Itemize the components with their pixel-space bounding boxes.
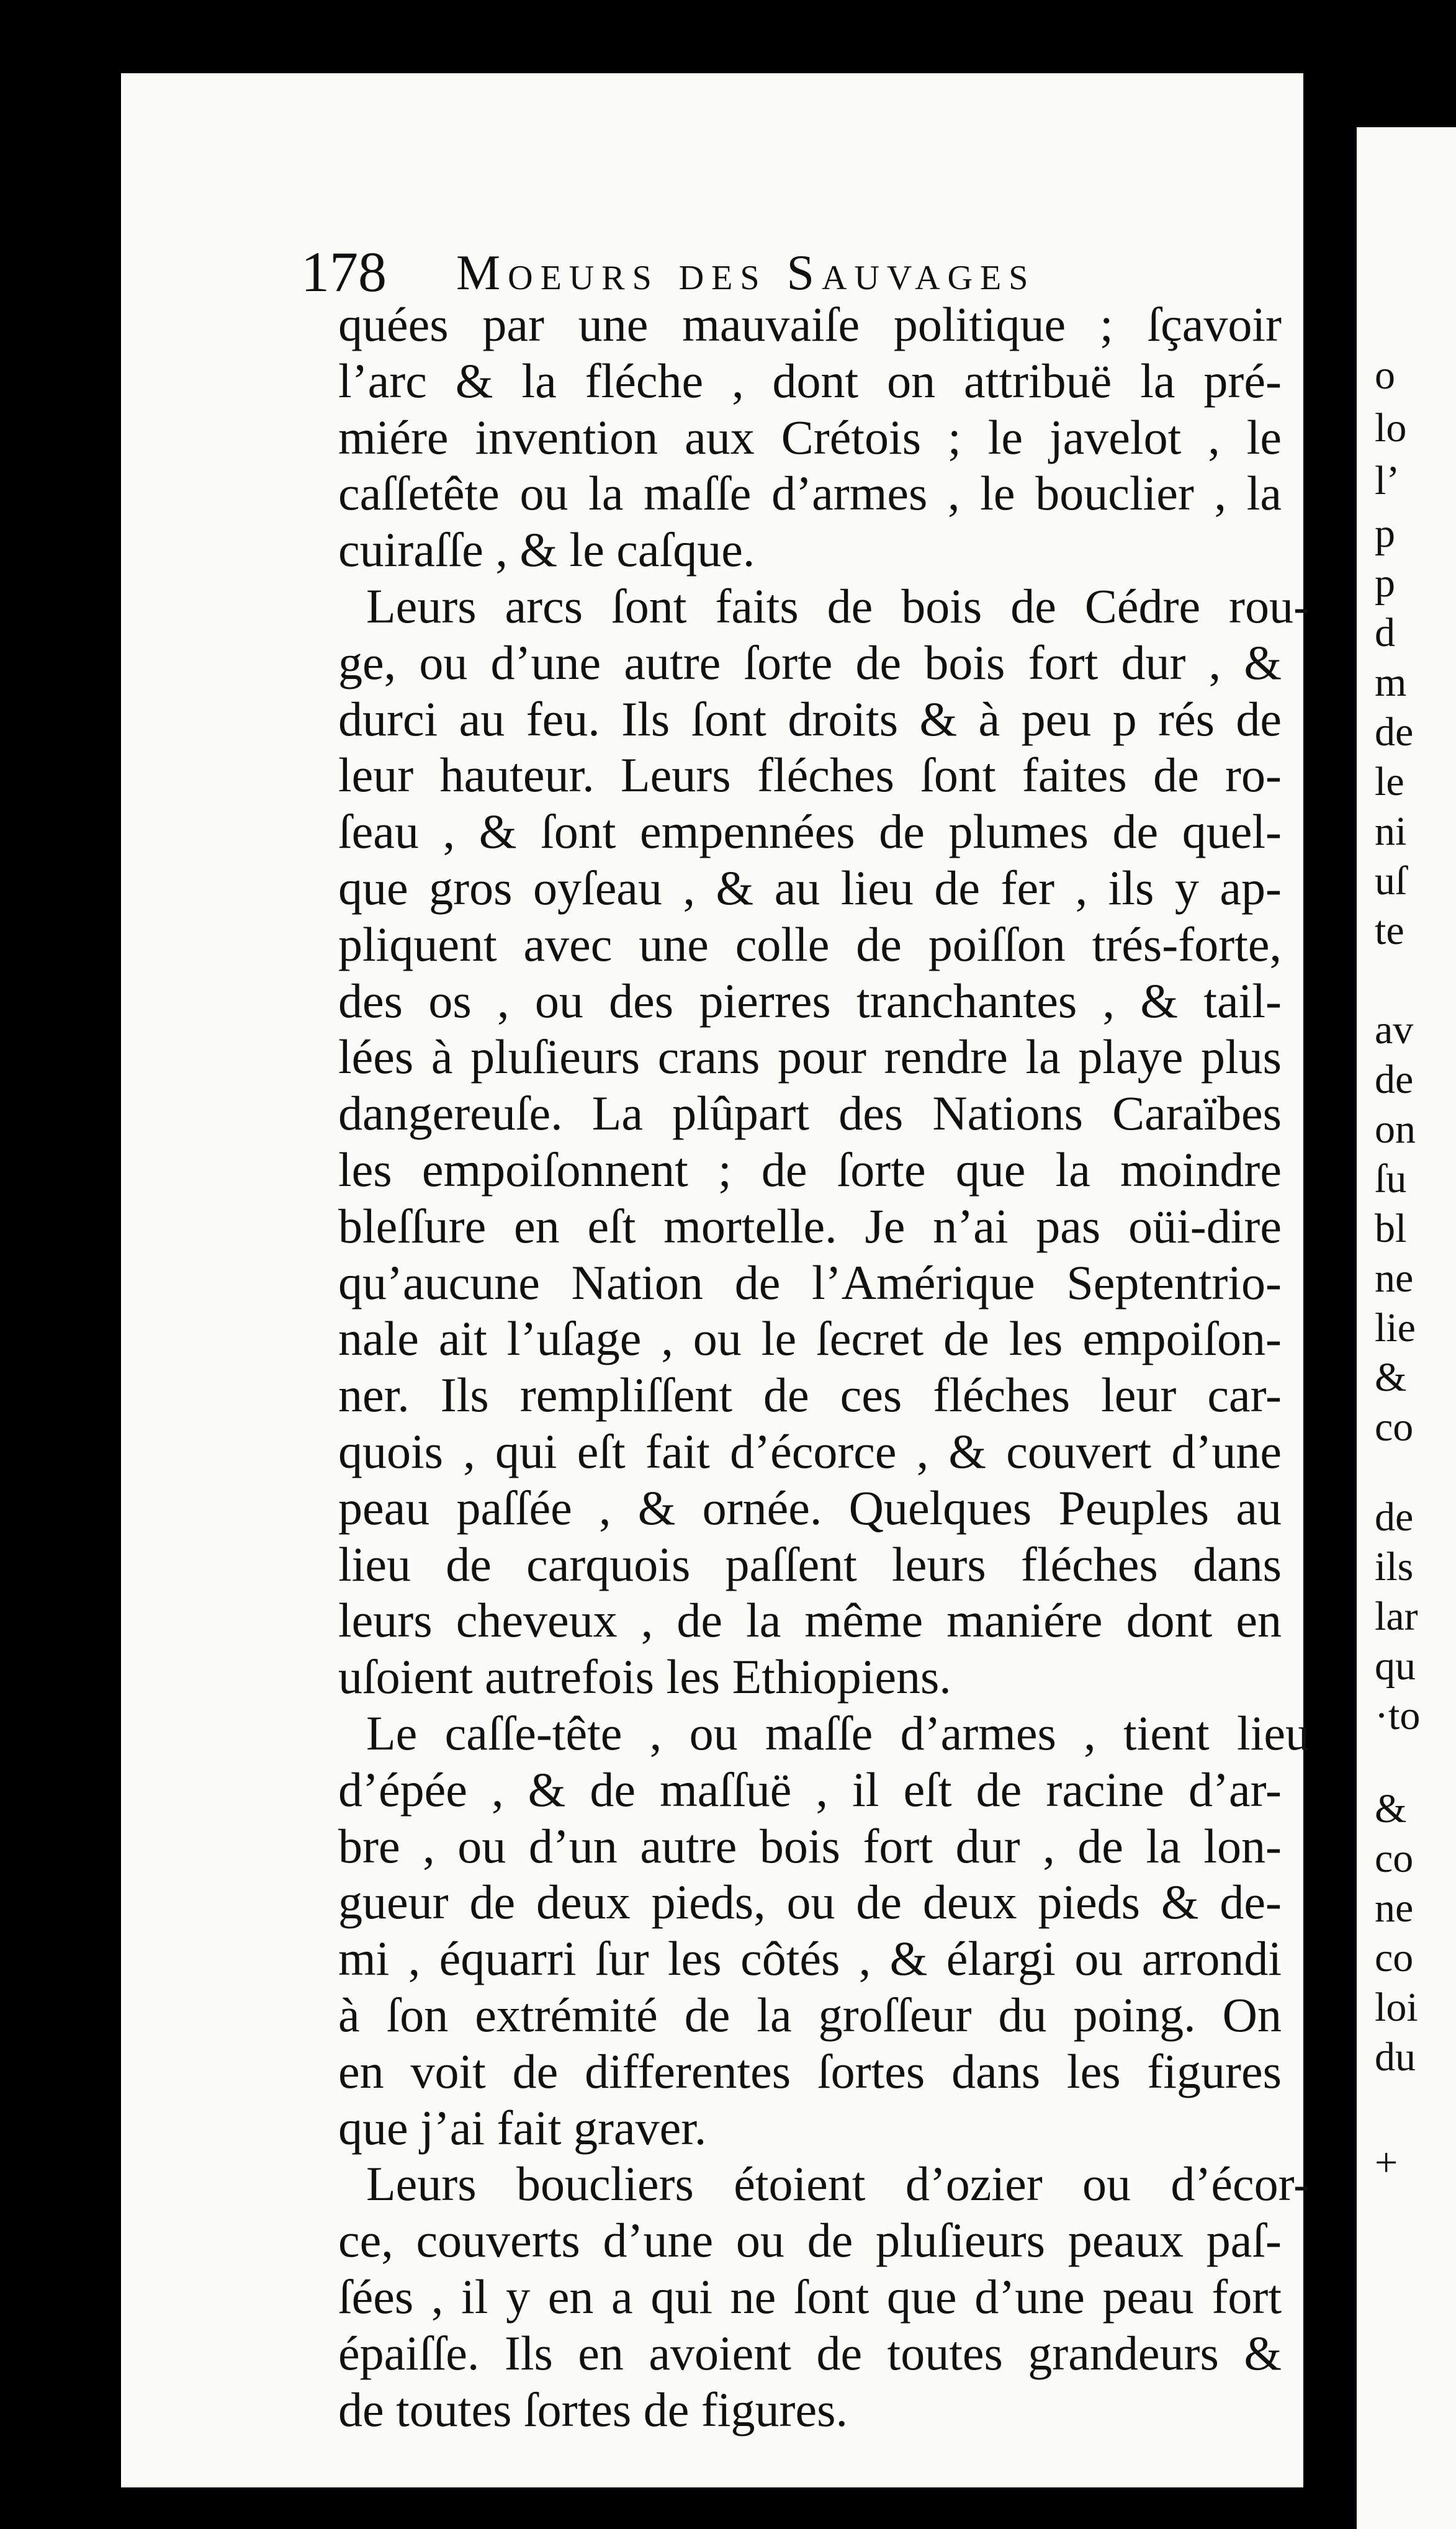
text-line: peau paſſée , & ornée. Quelques Peuples au	[338, 1480, 1282, 1535]
facing-fragment: co	[1375, 1935, 1414, 1980]
text-line: ſées , il y en a qui ne ſont que d’une peau fort	[338, 2270, 1282, 2324]
facing-fragment: ni	[1375, 809, 1407, 854]
facing-fragment: co	[1375, 1836, 1414, 1881]
text-line: l’arc & la fléche , dont on attribuë la pré-	[338, 353, 1282, 408]
facing-fragment: ſu	[1375, 1156, 1407, 1202]
facing-fragment: de	[1375, 1494, 1414, 1540]
text-line: que gros oyſeau , & au lieu de fer , ils y ap-	[338, 861, 1282, 915]
text-line: ce, couverts d’une ou de pluſieurs peaux paſ-	[338, 2213, 1282, 2268]
text-line: que j’ai fait graver.	[338, 2100, 707, 2155]
text-line: épaiſſe. Ils en avoient de toutes grandeurs &	[338, 2325, 1282, 2380]
text-line: ge, ou d’une autre ſorte de bois fort dur , &	[338, 635, 1282, 690]
text-line: caſſetête ou la maſſe d’armes , le bouclier , la	[338, 466, 1282, 521]
text-line: Leurs boucliers étoient d’ozier ou d’écor-	[366, 2157, 1310, 2211]
text-line: en voit de differentes ſortes dans les figures	[338, 2044, 1282, 2098]
facing-fragment: ils	[1375, 1544, 1414, 1589]
text-line: des os , ou des pierres tranchantes , & tail-	[338, 973, 1282, 1028]
text-line: à ſon extrémité de la groſſeur du poing. On	[338, 1988, 1282, 2042]
text-line: les empoiſonnent ; de ſorte que la moindre	[338, 1143, 1282, 1197]
text-line: bre , ou d’un autre bois fort dur , de la lon-	[338, 1818, 1282, 1873]
text-line: nale ait l’uſage , ou le ſecret de les empoiſon-	[338, 1311, 1282, 1366]
text-line: de toutes ſortes de figures.	[338, 2382, 848, 2437]
facing-fragment: m	[1375, 660, 1407, 705]
facing-fragment: te	[1375, 908, 1404, 953]
facing-fragment: &	[1375, 1355, 1407, 1400]
running-head: Moeurs des Sauvages	[456, 246, 1036, 300]
facing-fragment: on	[1375, 1107, 1416, 1152]
facing-fragment: d	[1375, 610, 1395, 655]
facing-fragment: lie	[1375, 1305, 1416, 1350]
facing-fragment: lar	[1375, 1594, 1418, 1639]
facing-fragment: bl	[1375, 1206, 1407, 1251]
text-line: gueur de deux pieds, ou de deux pieds & de-	[338, 1875, 1282, 1929]
facing-fragment: lo	[1375, 405, 1407, 451]
facing-fragment: ne	[1375, 1885, 1414, 1931]
facing-fragment: p	[1375, 511, 1395, 556]
facing-fragment: l’	[1375, 458, 1400, 503]
facing-fragment: co	[1375, 1404, 1414, 1450]
text-line: mi , équarri ſur les côtés , & élargi ou arrondi	[338, 1931, 1282, 1986]
facing-fragment: p	[1375, 560, 1395, 606]
text-line: lées à pluſieurs crans pour rendre la playe plus	[338, 1030, 1282, 1084]
text-line: d’épée , & de maſſuë , il eſt de racine d’ar-	[338, 1762, 1282, 1817]
facing-fragment: +	[1375, 2140, 1398, 2185]
facing-fragment: du	[1375, 2034, 1416, 2080]
text-line: ner. Ils rempliſſent de ces fléches leur car-	[338, 1368, 1282, 1422]
text-line: bleſſure en eſt mortelle. Je n’ai pas oüi-dire	[338, 1198, 1282, 1253]
facing-fragment: de	[1375, 1057, 1414, 1102]
facing-fragment: &	[1375, 1786, 1407, 1831]
text-line: leur hauteur. Leurs fléches ſont faites de ro-	[338, 748, 1282, 802]
facing-fragment: ·to	[1375, 1693, 1421, 1738]
text-line: ſeau , & ſont empennées de plumes de quel-	[338, 804, 1282, 859]
text-line: uſoient autrefois les Ethiopiens.	[338, 1650, 951, 1704]
facing-fragment: de	[1375, 709, 1414, 755]
facing-fragment: uſ	[1375, 858, 1407, 904]
text-line: dangereuſe. La plûpart des Nations Caraïbes	[338, 1086, 1282, 1141]
text-line: Leurs arcs ſont faits de bois de Cédre rou-	[366, 579, 1310, 633]
text-line: pliquent avec une colle de poiſſon trés-forte,	[338, 917, 1282, 971]
text-line: lieu de carquois paſſent leurs fléches dans	[338, 1537, 1282, 1591]
facing-fragment: le	[1375, 759, 1404, 804]
text-line: leurs cheveux , de la même maniére dont en	[338, 1593, 1282, 1648]
text-line: miére invention aux Crétois ; le javelot , le	[338, 410, 1282, 464]
facing-fragment: ne	[1375, 1256, 1414, 1301]
text-line: qu’aucune Nation de l’Amérique Septentrio-	[338, 1255, 1282, 1309]
text-line: Le caſſe-tête , ou maſſe d’armes , tient lieu	[366, 1706, 1310, 1760]
facing-fragment: av	[1375, 1007, 1414, 1053]
facing-fragment: o	[1375, 353, 1395, 398]
page-number: 178	[301, 240, 387, 303]
facing-fragment: qu	[1375, 1643, 1416, 1689]
facing-fragment: loi	[1375, 1985, 1418, 2030]
text-line: quées par une mauvaiſe politique ; ſçavoir	[338, 297, 1282, 351]
text-line: quois , qui eſt fait d’écorce , & couvert d’une	[338, 1424, 1282, 1478]
text-line: durci au feu. Ils ſont droits & à peu p rés de	[338, 691, 1282, 746]
text-line: cuiraſſe , & le caſque.	[338, 523, 755, 577]
